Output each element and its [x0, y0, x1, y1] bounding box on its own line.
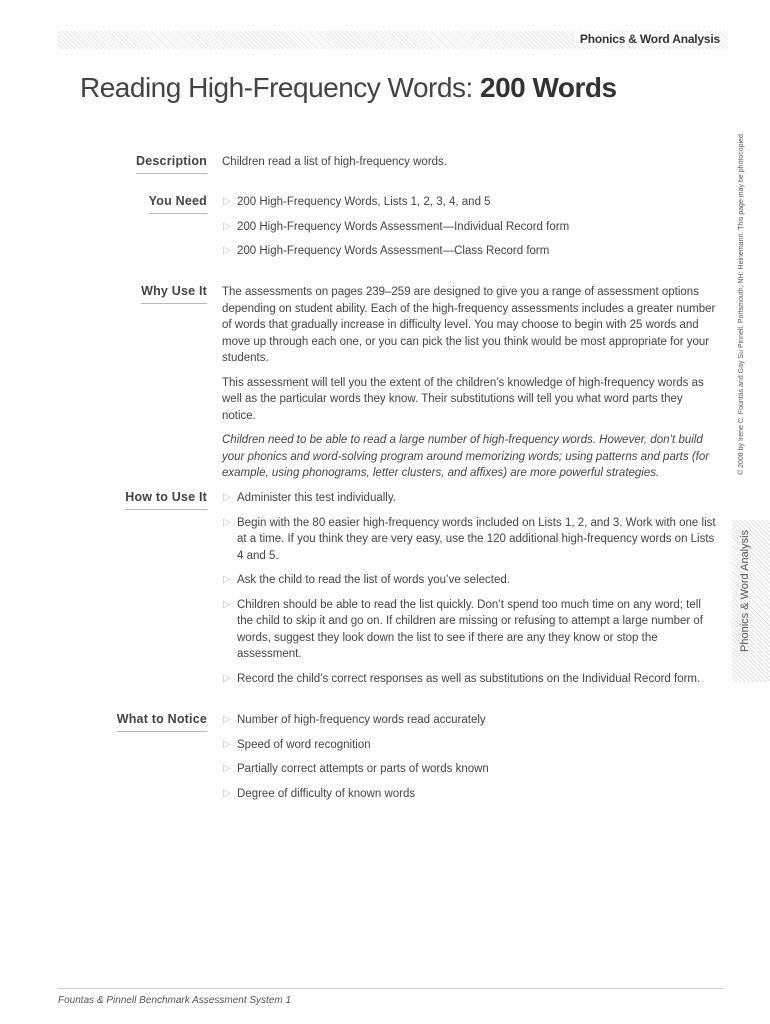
what-to-notice-list	[222, 712, 718, 802]
list-item: ▷ 200 High-Frequency Words, Lists 1, 2, 3, 4, and 5	[222, 194, 718, 211]
section-content-description	[222, 154, 718, 179]
why-use-it-paragraph-1: The assessments on pages 239–259 are designed to give you a range of assessment options depending on student ability. Each of the high-frequency assessments includes a greater number of words that gradually increase in difficulty level. You may choose to begin with 25 words and move up through each one, or you can pick the list you think would be most appropriate for your students.	[222, 286, 716, 364]
section-content-what-to-notice	[222, 712, 718, 810]
list-item: ▷ Number of high-frequency words read accurately	[222, 712, 718, 729]
how-to-use-it-list	[222, 490, 718, 687]
triangle-bullet-icon: ▷	[223, 738, 231, 750]
section-content-why-use-it	[222, 284, 718, 490]
list-item: ▷ Begin with the 80 easier high-frequency words included on Lists 1, 2, and 3. Work with one list at a time. If you think they are very easy, use the 120 additional high-frequency words on Lists 4 and 5.	[223, 516, 716, 562]
page-title-main: Reading High-Frequency Words:	[80, 72, 481, 103]
section-label-what-to-notice: What to Notice	[117, 712, 207, 732]
triangle-bullet-icon: ▷	[223, 598, 231, 610]
copyright-notice: © 2008 by Irene C. Fountas and Gay Su Pinnell. Portsmouth, NH: Heinemann. This page may be photocopied.	[738, 132, 745, 475]
section-label-how-to-use-it: How to Use It	[125, 490, 207, 510]
section-content-how-to-use-it	[222, 490, 718, 695]
list-item: ▷ Administer this test individually.	[222, 490, 718, 507]
description-text: Children read a list of high-frequency words.	[222, 156, 448, 168]
section-label-you-need: You Need	[149, 194, 207, 214]
section-label-why-use-it: Why Use It	[141, 284, 207, 304]
side-tab-label: Phonics & Word Analysis	[739, 529, 751, 652]
section-label-description: Description	[136, 154, 207, 174]
list-item: ▷ Partially correct attempts or parts of words known	[222, 761, 718, 778]
triangle-bullet-icon: ▷	[223, 492, 231, 503]
header-section-label: Phonics & Word Analysis	[574, 32, 720, 46]
list-item: ▷ Speed of word recognition	[222, 737, 718, 754]
list-item: ▷ Record the child’s correct responses as well as substitutions on the Individual Record form.	[222, 671, 718, 688]
side-tab	[732, 520, 770, 682]
triangle-bullet-icon: ▷	[223, 574, 231, 585]
section-content-you-need	[222, 194, 718, 268]
list-item: ▷ Degree of difficulty of known words	[222, 786, 718, 803]
triangle-bullet-icon: ▷	[223, 196, 231, 207]
list-item: ▷ Children should be able to read the list quickly. Don’t spend too much time on any word; tell the child to skip it and go on. If children are missing or refusing to attempt a large number of words, suggest they look down the list to see if there are any they know or stop the assessment.	[223, 598, 703, 660]
list-item: ▷ Ask the child to read the list of words you’ve selected.	[222, 572, 718, 589]
triangle-bullet-icon: ▷	[223, 714, 231, 725]
list-item: ▷ 200 High-Frequency Words Assessment—Individual Record form	[222, 219, 718, 236]
triangle-bullet-icon: ▷	[223, 672, 231, 684]
you-need-list	[222, 194, 718, 260]
why-use-it-paragraph-2: This assessment will tell you the extent of the children’s knowledge of high-frequency words as well as the particular words they know. Their substitutions will tell you what word parts they notice.	[222, 376, 704, 422]
why-use-it-paragraph-3: Children need to be able to read a large number of high-frequency words. However, don’t build your phonics and word-solving program around memorizing words; using patterns and parts (for example, using phonograms, letter clusters, and affixes) are more powerful strategies.	[222, 434, 710, 479]
footer-rule	[58, 988, 724, 989]
triangle-bullet-icon: ▷	[223, 763, 231, 774]
footer-text: Fountas & Pinnell Benchmark Assessment System 1	[58, 995, 292, 1006]
triangle-bullet-icon: ▷	[223, 516, 231, 528]
page-title-bold: 200 Words	[480, 72, 617, 103]
triangle-bullet-icon: ▷	[223, 787, 231, 799]
list-item: ▷ 200 High-Frequency Words Assessment—Class Record form	[222, 243, 718, 260]
triangle-bullet-icon: ▷	[223, 245, 231, 256]
page-title	[80, 72, 617, 104]
triangle-bullet-icon: ▷	[223, 220, 231, 232]
